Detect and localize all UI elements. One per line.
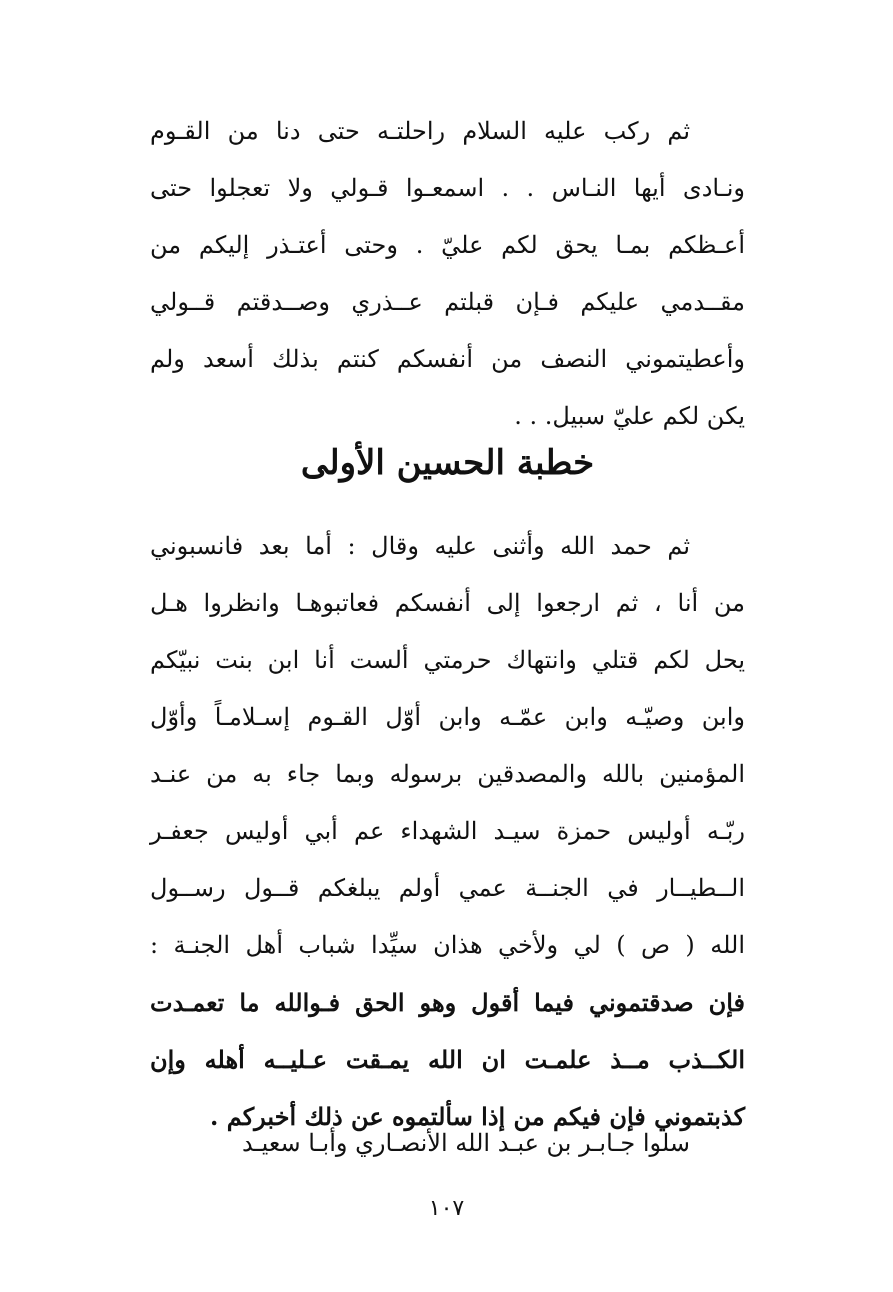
text-line: وابن وصيّـه وابن عمّـه وابن أوّل القـوم إسـلامـاً وأوّل [150,703,745,731]
text-line: الله ( ص ) لي ولأخي هذان سيِّدا شباب أهل الجنـة : [150,931,745,959]
text-line: ثم ركب عليه السلام راحلتـه حتى دنا من القـوم [150,117,690,145]
page-number: ١٠٧ [428,1196,465,1221]
text-line-bold: الكــذب مــذ علمـت ان الله يمـقت عـليــه أهله وإن [150,1045,745,1074]
text-line: مقــدمي عليكم فـإن قبلتم عــذري وصــدقتم قــولي [150,288,745,316]
text-line-bold: كذبتموني فإن فيكم من إذا سألتموه عن ذلك أخبركم . [210,1102,745,1131]
text-line: سلوا جـابـر بن عبـد الله الأنصـاري وأبـا سعيـد [242,1129,690,1157]
text-line-bold: فإن صدقتموني فيما أقول وهو الحق فـوالله ما تعمـدت [150,988,745,1017]
paragraph-3 [150,1115,745,1172]
paragraph-2 [150,518,745,1145]
text-line: المؤمنين بالله والمصدقين برسوله وبما جاء به من عنـد [150,760,745,788]
text-line: ثم حمد الله وأثنى عليه وقال : أما بعد فانسبوني [150,532,690,560]
text-line: يحل لكم قتلي وانتهاك حرمتي ألست أنا ابن بنت نبيّكم [150,646,745,674]
text-line: من أنا ، ثم ارجعوا إلى أنفسكم فعاتبوهـا وانظروا هـل [150,589,745,617]
paragraph-1 [150,103,745,445]
text-line: الــطيــار في الجنــة عمي أولم يبلغكم قــول رســول [150,874,745,902]
text-line: وأعطيتموني النصف من أنفسكم كنتم بذلك أسعد ولم [150,345,745,373]
text-line: أعـظكم بمـا يحق لكم عليّ . وحتى أعتـذر إليكم من [150,231,746,259]
section-heading: خطبة الحسين الأولى [300,443,595,483]
text-line: يكن لكم عليّ سبيل. . . [514,402,745,430]
text-line: ربّـه أوليس حمزة سيـد الشهداء عم أبي أوليس جعفـر [150,817,745,845]
text-line: ونـادى أيها النـاس . . اسمعـوا قـولي ولا تعجلوا حتى [150,174,745,202]
